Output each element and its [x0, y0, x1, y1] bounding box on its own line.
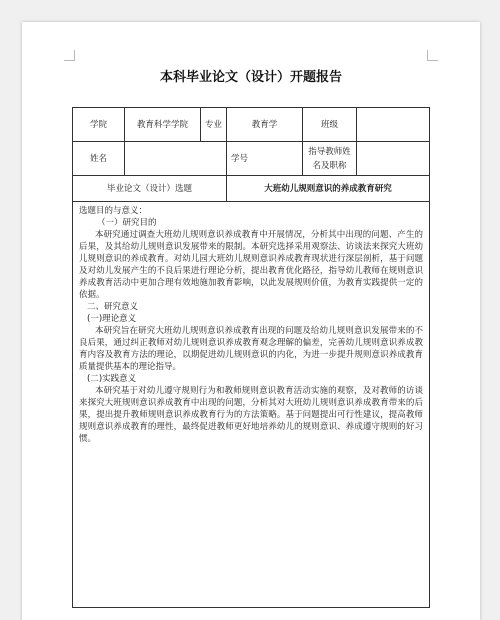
section2-1-heading: (一)理论意义	[87, 314, 137, 324]
class-value[interactable]	[357, 108, 430, 142]
form-row-college	[73, 108, 430, 142]
content-cell[interactable]	[73, 202, 430, 608]
section1-heading: （一）研究目的	[97, 218, 157, 228]
advisor-value[interactable]	[357, 142, 430, 176]
document-title: 本科毕业论文（设计）开题报告	[159, 70, 342, 85]
class-label: 班级	[303, 108, 357, 142]
form-row-topic	[73, 176, 430, 202]
page-corner-mark-left	[64, 50, 75, 61]
college-label: 学院	[73, 108, 125, 142]
name-value[interactable]	[125, 142, 227, 176]
major-label: 专业	[201, 108, 227, 142]
topic-label: 毕业论文（设计）选题	[73, 176, 227, 202]
major-value[interactable]: 教育学	[227, 108, 303, 142]
advisor-label-line1: 指导教师姓	[308, 146, 351, 157]
page-corner-mark-right	[427, 50, 438, 61]
advisor-label	[303, 142, 357, 176]
proposal-form-table	[72, 107, 430, 608]
advisor-label-line2: 名及职称	[312, 160, 347, 171]
section2-2-heading: (二)实践意义	[87, 374, 137, 384]
section1-paragraph: 本研究通过调查大班幼儿规则意识养成教育中开展情况，分析其中出现的问题、产生的后果，及其给幼儿规则意识发展带来的限制。本研究选择采用观察法、访谈法来探究大班幼儿规则意识的养成教育。对幼儿园大班幼儿规则意识养成教育现状进行深层剖析，基于问题及对幼儿发展产生的不良后果进行理论分析，提出教育优化路径，指导幼儿教师在规则意识养成教育活动中更加合理有效地施加教育影响，以此发展规则价值，为教育实践提供一定的依据。	[79, 230, 424, 300]
section2-1-paragraph: 本研究旨在研究大班幼儿规则意识养成教育出现的问题及给幼儿规则意识发展带来的不良后果，通过纠正教师对幼儿规则意识养成教育观念理解的偏差，完善幼儿规则意识养成教育内容及教育方法的理论，以期促进幼儿规则意识的内化，为进一步提升规则意识养成教育质量提供基本的理论指导。	[79, 326, 424, 372]
content-intro: 选题目的与意义：	[79, 206, 148, 216]
topic-value[interactable]: 大班幼儿规则意识的养成教育研究	[227, 176, 430, 202]
section2-heading: 二、研究意义	[87, 302, 139, 312]
document-page	[22, 22, 480, 620]
section2-2-paragraph: 本研究基于对幼儿遵守规则行为和教师规则意识教育活动实施的观察，及对教师的访谈来探究大班规则意识养成教育中出现的问题，分析其对大班幼儿规则意识养成教育带来的后果，提出提升教师规则意识养成教育行为的方法策略。基于问题提出可行性建议，提高教师规则意识养成教育的理性，最终促进教师更好地培养幼儿的规则意识、养成遵守规则的好习惯。	[79, 386, 424, 444]
student-id-label: 学号	[227, 142, 303, 176]
form-row-name	[73, 142, 430, 176]
form-row-content	[73, 202, 430, 608]
name-label: 姓名	[73, 142, 125, 176]
college-value[interactable]: 教育科学学院	[125, 108, 201, 142]
